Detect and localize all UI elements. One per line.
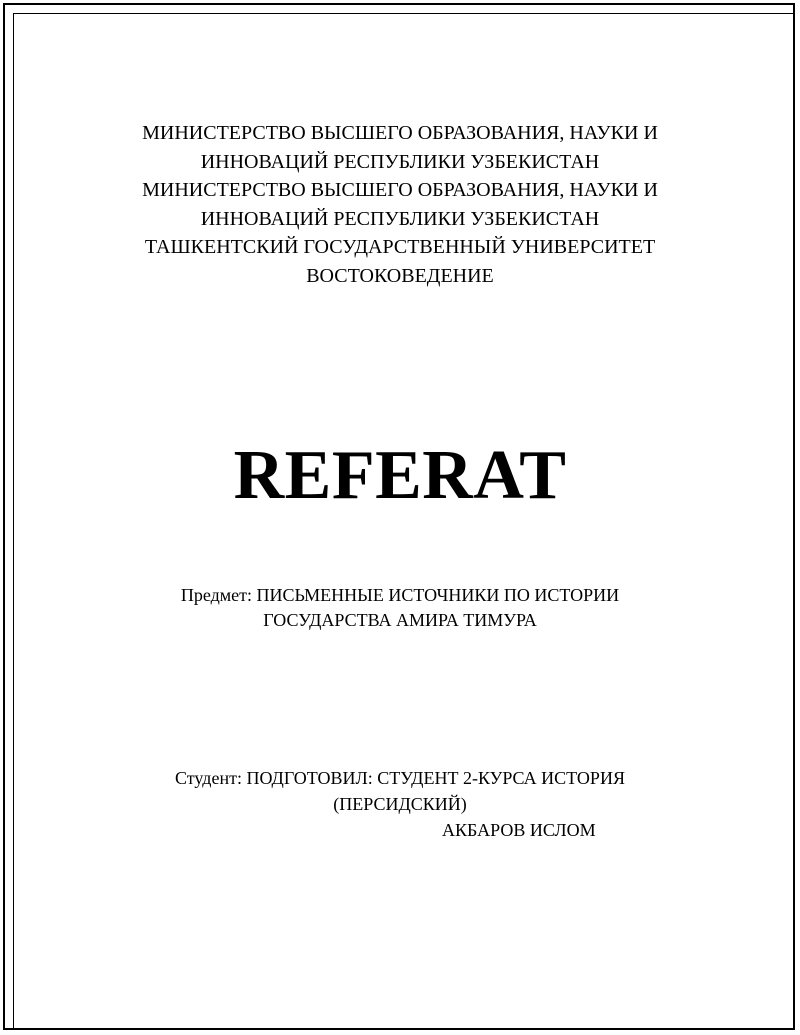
subject-block	[0, 583, 800, 633]
header-line-university: ТАШКЕНТСКИЙ ГОСУДАРСТВЕННЫЙ УНИВЕРСИТЕТ	[144, 236, 656, 258]
header-line-ministry-1: МИНИСТЕРСТВО ВЫСШЕГО ОБРАЗОВАНИЯ, НАУКИ И	[142, 122, 658, 144]
student-name: АКБАРОВ ИСЛОМ	[442, 820, 596, 840]
subject-line-1: Предмет: ПИСЬМЕННЫЕ ИСТОЧНИКИ ПО ИСТОРИИ	[180, 585, 620, 605]
student-line-1: Студент: ПОДГОТОВИЛ: СТУДЕНТ 2-КУРСА ИСТОРИЯ	[175, 768, 625, 788]
student-block	[0, 765, 800, 843]
header-line-republic-2: ИННОВАЦИЙ РЕСПУБЛИКИ УЗБЕКИСТАН	[200, 207, 600, 230]
header-line-ministry-2: МИНИСТЕРСТВО ВЫСШЕГО ОБРАЗОВАНИЯ, НАУКИ И	[142, 179, 658, 201]
document-title: REFERAT	[233, 437, 567, 514]
header-line-faculty: ВОСТОКОВЕДЕНИЕ	[306, 264, 494, 287]
student-line-2: (ПЕРСИДСКИЙ)	[333, 794, 467, 814]
institution-header	[0, 119, 800, 290]
subject-line-2: ГОСУДАРСТВА АМИРА ТИМУРА	[263, 610, 537, 630]
header-line-republic-1: ИННОВАЦИЙ РЕСПУБЛИКИ УЗБЕКИСТАН	[200, 150, 600, 173]
